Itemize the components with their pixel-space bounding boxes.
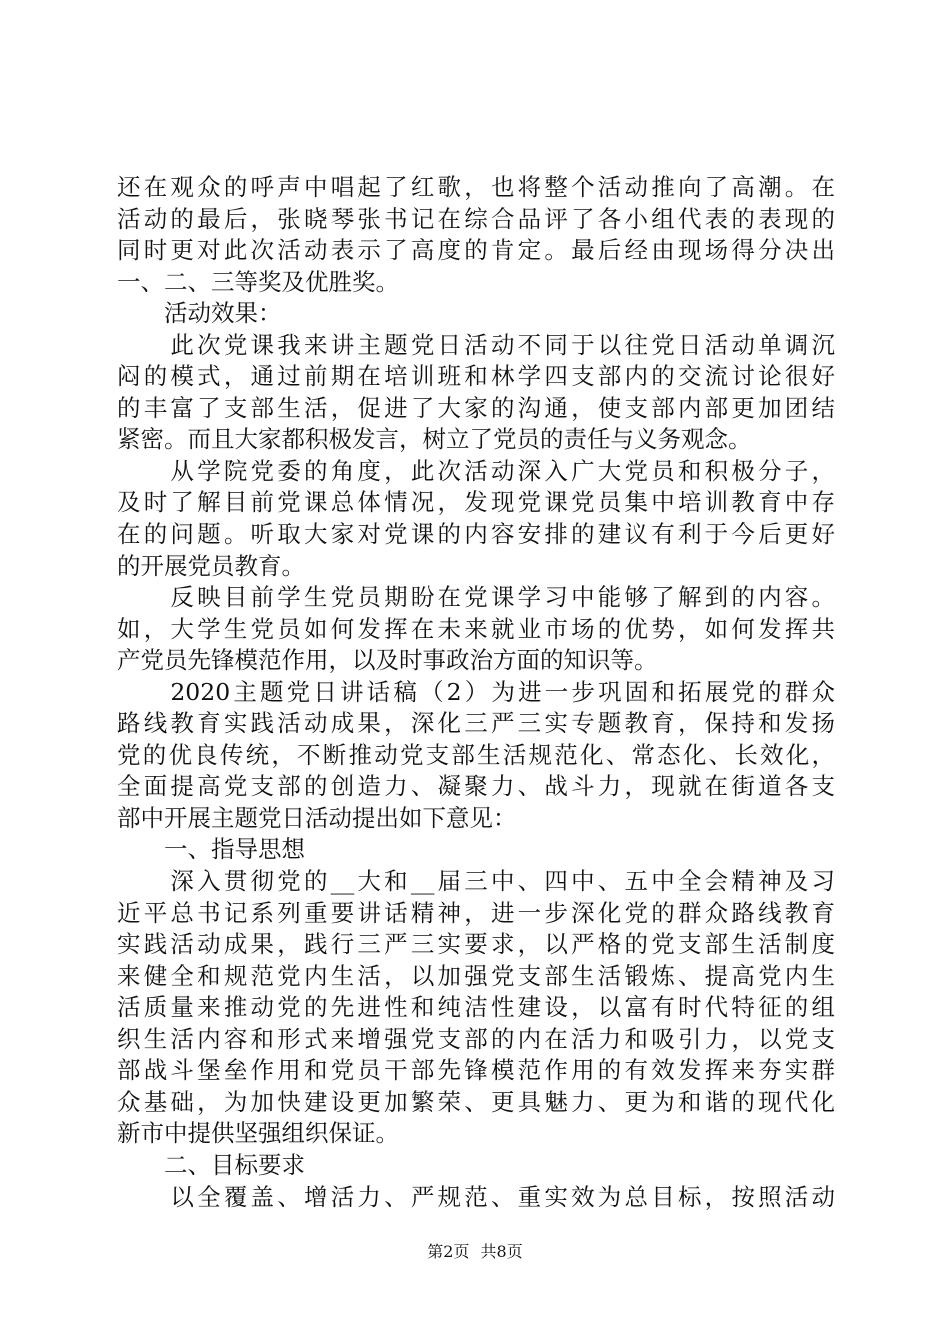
text-line: 同时更对此次活动表示了高度的肯定。最后经由现场得分决出 [117, 236, 835, 265]
document-body [117, 172, 835, 1213]
text-line: 织生活内容和形式来增强党支部的内在活力和吸引力，以党支 [117, 1024, 835, 1053]
text-line: 党的优良传统，不断推动党支部生活规范化、常态化、长效化， [117, 740, 835, 769]
text-line: 近平总书记系列重要讲话精神，进一步深化党的群众路线教育 [117, 898, 835, 927]
text-line: 的开展党员教育。 [117, 551, 305, 580]
text-line: 活动效果： [117, 299, 282, 328]
text-line: 及时了解目前党课总体情况，发现党课党员集中培训教育中存 [117, 488, 835, 517]
text-line: 紧密。而且大家都积极发言，树立了党员的责任与义务观念。 [117, 425, 752, 454]
page-footer [0, 1242, 950, 1262]
text-line: 以全覆盖、增活力、严规范、重实效为总目标，按照活动 [117, 1182, 835, 1211]
text-line: 二、目标要求 [117, 1150, 305, 1179]
text-line: 部战斗堡垒作用和党员干部先锋模范作用的有效发挥来夯实群 [117, 1056, 835, 1085]
text-line: 一、指导思想 [117, 835, 305, 864]
text-line: 众基础，为加快建设更加繁荣、更具魅力、更为和谐的现代化 [117, 1087, 835, 1116]
text-line: 来健全和规范党内生活，以加强党支部生活锻炼、提高党内生 [117, 961, 835, 990]
text-line: 路线教育实践活动成果，深化三严三实专题教育，保持和发扬 [117, 709, 835, 738]
text-line: 的丰富了支部生活，促进了大家的沟通，使支部内部更加团结 [117, 393, 835, 422]
text-line: 产党员先锋模范作用，以及时事政治方面的知识等。 [117, 646, 658, 675]
text-line: 还在观众的呼声中唱起了红歌，也将整个活动推向了高潮。在 [117, 173, 835, 201]
text-line: 深入贯彻党的__大和__届三中、四中、五中全会精神及习 [117, 867, 835, 896]
text-line: 全面提高党支部的创造力、凝聚力、战斗力，现就在街道各支 [117, 772, 835, 801]
text-line: 活质量来推动党的先进性和纯洁性建设，以富有时代特征的组 [117, 993, 835, 1022]
text-line: 新市中提供坚强组织保证。 [117, 1119, 399, 1148]
text-line: 部中开展主题党日活动提出如下意见： [117, 803, 517, 832]
text-line: 活动的最后，张晓琴张书记在综合品评了各小组代表的表现的 [117, 204, 835, 233]
text-line: 如，大学生党员如何发挥在未来就业市场的优势，如何发挥共 [117, 614, 835, 643]
text-line: 在的问题。听取大家对党课的内容安排的建议有利于今后更好 [117, 520, 835, 549]
text-line: 一、二、三等奖及优胜奖。 [117, 267, 399, 296]
text-line: 闷的模式，通过前期在培训班和林学四支部内的交流讨论很好 [117, 362, 835, 391]
text-line: 反映目前学生党员期盼在党课学习中能够了解到的内容。 [117, 583, 835, 612]
text-line: 实践活动成果，践行三严三实要求，以严格的党支部生活制度 [117, 930, 835, 959]
text-line: 2020主题党日讲话稿（2）为进一步巩固和拓展党的群众 [117, 677, 835, 706]
text-line: 此次党课我来讲主题党日活动不同于以往党日活动单调沉 [117, 330, 835, 359]
page-number: 第2页 [427, 1242, 470, 1261]
page-total: 共8页 [480, 1242, 523, 1261]
text-line: 从学院党委的角度，此次活动深入广大党员和积极分子， [117, 456, 835, 485]
